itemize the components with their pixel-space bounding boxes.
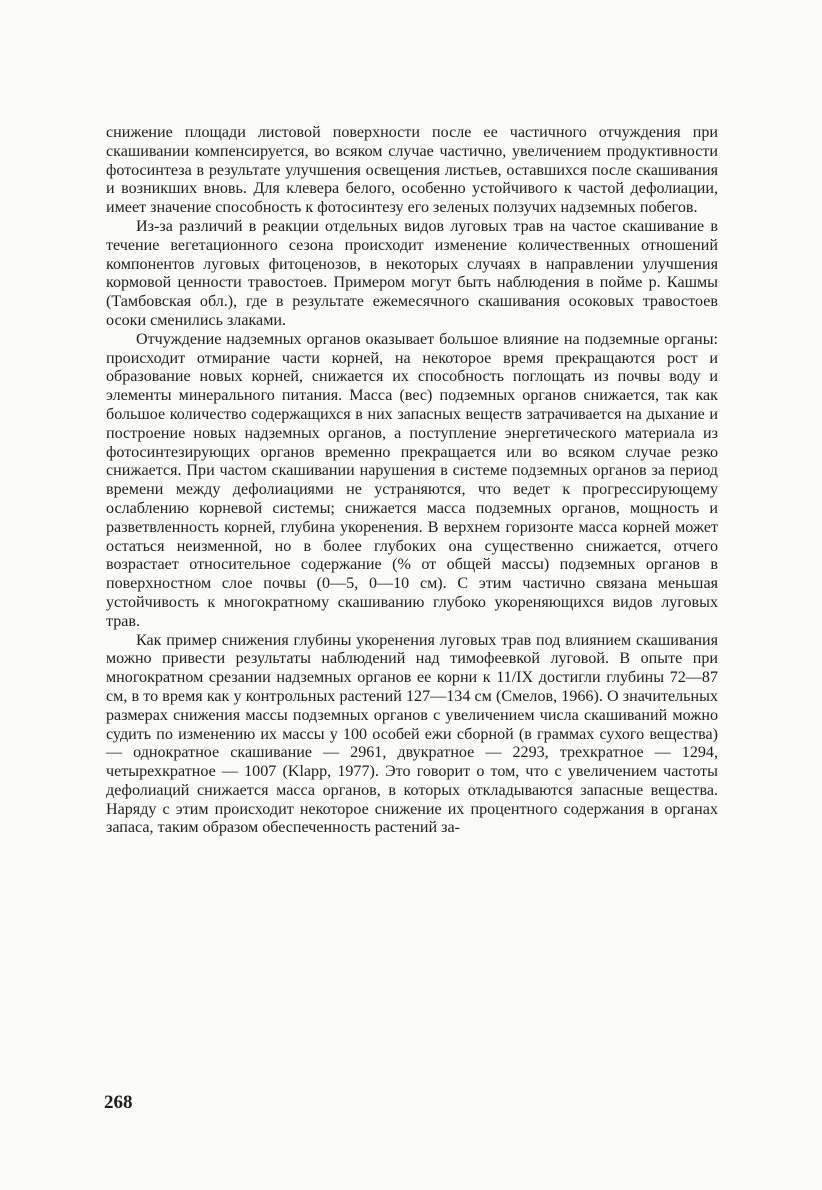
paragraph-underground-organs: Отчуждение надземных органов оказывает большое влияние на подземные органы: происходит отмирание части корней, на некоторое время прекращаются рост и образование новых корней, снижается их способность поглощать из почвы воду и элементы минерального питания. Масса (вес) подземных органов снижается, так как большое количество содержащихся в них запасных веществ затрачивается на дыхание и построение новых надземных органов, а поступление энергетического материала из фотосинтезирующих органов временно прекращается или во всяком случае резко снижается. При частом скашивании нарушения в системе подземных органов за период времени между дефолиациями не устраняются, что ведет к прогрессирующему ослаблению корневой системы; снижается масса подземных органов, мощность и разветвленность корней, глубина укоренения. В верхнем горизонте масса корней может остаться неизменной, но в более глубоких она существенно снижается, отчего возрастает относительное содержание (% от общей массы) подземных органов в поверхностном слое почвы (0—5, 0—10 см). С этим частично связана меньшая устойчивость к многократному скашиванию глубоко укореняющихся видов луговых трав. — [106, 330, 718, 630]
body-text — [106, 124, 718, 838]
paragraph-root-depth-example: Как пример снижения глубины укоренения луговых трав под влиянием скашивания можно привести результаты наблюдений над тимофеевкой луговой. В опыте при многократном срезании надземных органов ее корни к 11/IX достигли глубины 72—87 см, в то время как у контрольных растений 127—134 см (Смелов, 1966). О значительных размерах снижения массы подземных органов с увеличением числа скашиваний можно судить по изменению их массы у 100 особей ежи сборной (в граммах сухого вещества) — однократное скашивание — 2961, двукратное — 2293, трехкратное — 1294, четырехкратное — 1007 (Klapp, 1977). Это говорит о том, что с увеличением частоты дефолиаций снижается масса органов, в которых откладываются запасные вещества. Наряду с этим происходит некоторое снижение их процентного содержания в органах запаса, таким образом обеспеченность растений за- — [106, 631, 718, 837]
page-number: 268 — [104, 1092, 133, 1113]
paragraph-species-reaction: Из-за различий в реакции отдельных видов луговых трав на частое скашивание в течение вегетационного сезона происходит изменение количественных отношений компонентов луговых фитоценозов, в некоторых случаях в направлении улучшения кормовой ценности травостоев. Примером могут быть наблюдения в пойме р. Кашмы (Тамбовская обл.), где в результате ежемесячного скашивания осоковых травостоев осоки сменились злаками. — [106, 217, 718, 329]
paragraph-continuation: снижение площади листовой поверхности после ее частичного отчуждения при скашивании компенсируется, во всяком случае частично, увеличением продуктивности фотосинтеза в результате улучшения освещения листьев, оставшихся после скашивания и возникших вновь. Для клевера белого, особенно устойчивого к частой дефолиации, имеет значение способность к фотосинтезу его зеленых ползучих надземных побегов. — [106, 124, 718, 217]
